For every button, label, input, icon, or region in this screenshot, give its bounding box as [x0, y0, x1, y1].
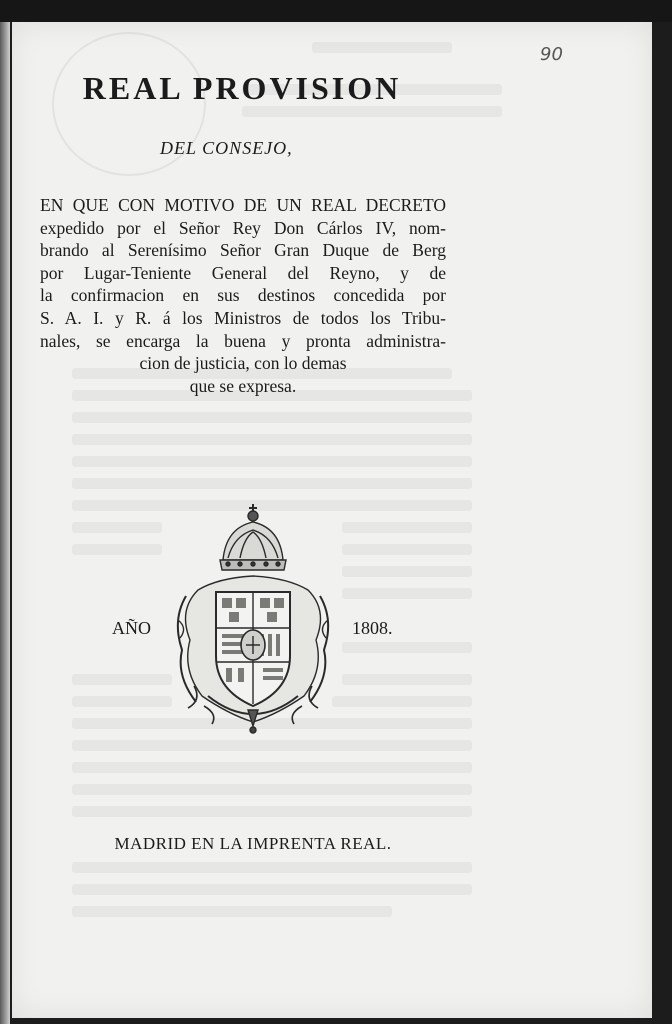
page-number: 90: [540, 44, 563, 65]
document-summary: [40, 194, 446, 397]
summary-line: nales, se encarga la buena y pronta administra-: [40, 330, 446, 351]
summary-line: por Lugar-Teniente General del Reyno, y de: [40, 262, 446, 283]
document-subtitle: DEL CONSEJO,: [160, 138, 293, 158]
summary-line: brando al Serenísimo Señor Gran Duque de Berg: [40, 240, 446, 261]
summary-line: que se expresa.: [189, 375, 297, 396]
scan-border: [0, 0, 672, 22]
summary-line: expedido por el Señor Rey Don Cárlos IV, nom-: [40, 217, 446, 238]
year-label: AÑO: [112, 618, 151, 638]
summary-line: cion de justicia, con lo demas: [139, 353, 347, 374]
summary-line: EN QUE CON MOTIVO DE UN REAL DECRETO: [40, 195, 446, 215]
year-value: 1808.: [352, 618, 393, 638]
summary-line: la confirmacion en sus destinos concedida por: [40, 285, 446, 306]
document-page: [12, 22, 652, 1018]
document-title: REAL PROVISION: [82, 70, 402, 106]
royal-coat-of-arms-icon: [168, 500, 338, 736]
summary-line: S. A. I. y R. á los Ministros de todos los Tribu-: [40, 307, 446, 328]
imprint-line: MADRID EN LA IMPRENTA REAL.: [114, 834, 392, 853]
book-spine-edge: [0, 0, 10, 1024]
